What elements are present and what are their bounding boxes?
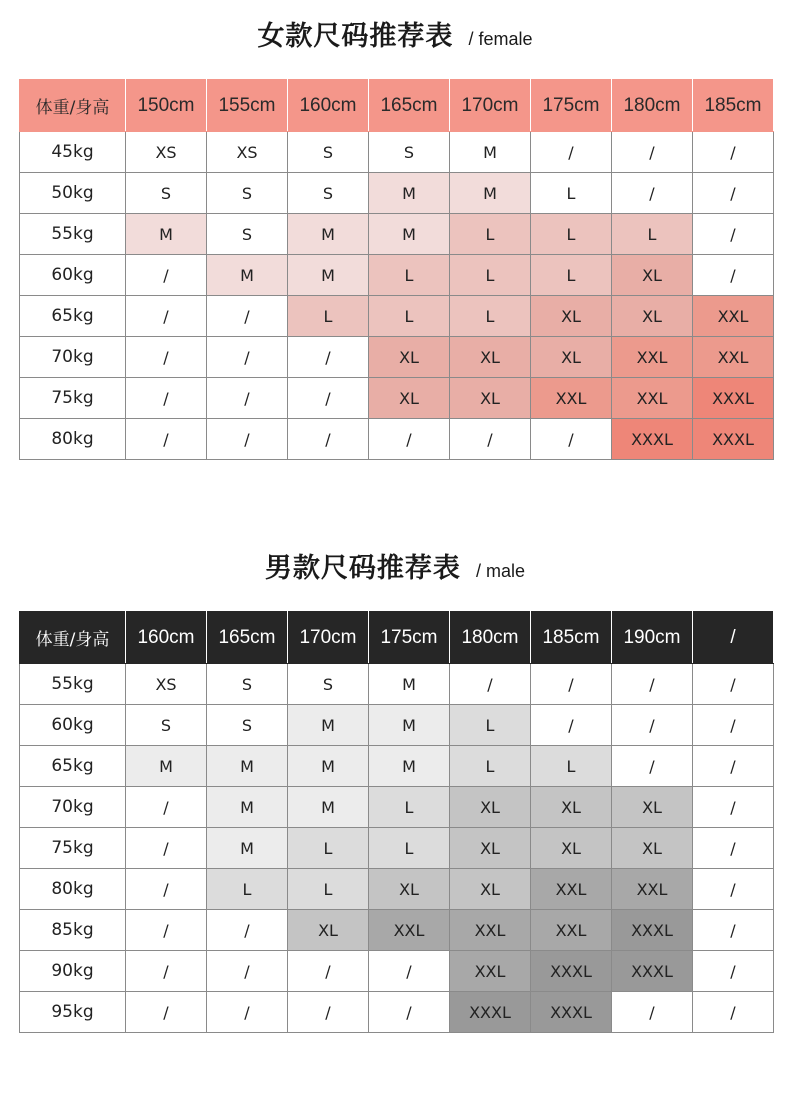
size-cell: / bbox=[207, 337, 288, 378]
size-cell: XL bbox=[450, 378, 531, 419]
table-row bbox=[20, 746, 774, 787]
size-cell: M bbox=[207, 255, 288, 296]
size-cell: XXXL bbox=[693, 419, 774, 460]
size-cell: S bbox=[207, 214, 288, 255]
size-cell: / bbox=[693, 869, 774, 910]
size-cell: XXL bbox=[612, 378, 693, 419]
height-header-cell: 180cm bbox=[450, 612, 531, 664]
size-cell: XL bbox=[531, 296, 612, 337]
table-row bbox=[20, 132, 774, 173]
size-cell: / bbox=[369, 419, 450, 460]
table-row bbox=[20, 664, 774, 705]
size-cell: S bbox=[288, 664, 369, 705]
size-cell: / bbox=[126, 378, 207, 419]
corner-header-cell: 体重/身高 bbox=[20, 80, 126, 132]
size-cell: / bbox=[126, 869, 207, 910]
size-cell: L bbox=[531, 214, 612, 255]
table-row bbox=[20, 787, 774, 828]
size-cell: L bbox=[450, 746, 531, 787]
size-cell: L bbox=[531, 746, 612, 787]
weight-cell: 60kg bbox=[20, 255, 126, 296]
size-cell: / bbox=[288, 337, 369, 378]
table-row bbox=[20, 705, 774, 746]
size-cell: L bbox=[450, 705, 531, 746]
size-cell: M bbox=[288, 746, 369, 787]
size-cell: / bbox=[369, 992, 450, 1033]
size-cell: M bbox=[450, 132, 531, 173]
size-cell: / bbox=[126, 296, 207, 337]
size-cell: / bbox=[693, 992, 774, 1033]
size-cell: / bbox=[126, 255, 207, 296]
corner-header-cell: 体重/身高 bbox=[20, 612, 126, 664]
size-cell: M bbox=[207, 787, 288, 828]
size-cell: XXXL bbox=[612, 910, 693, 951]
size-cell: XXL bbox=[612, 337, 693, 378]
size-cell: L bbox=[288, 828, 369, 869]
size-cell: M bbox=[288, 214, 369, 255]
table-row bbox=[20, 173, 774, 214]
size-cell: XL bbox=[369, 337, 450, 378]
size-cell: / bbox=[531, 419, 612, 460]
size-cell: / bbox=[612, 746, 693, 787]
size-cell: XL bbox=[612, 787, 693, 828]
size-cell: / bbox=[531, 705, 612, 746]
size-cell: XXXL bbox=[531, 951, 612, 992]
size-cell: / bbox=[612, 173, 693, 214]
size-cell: S bbox=[207, 664, 288, 705]
weight-cell: 75kg bbox=[20, 828, 126, 869]
height-header-cell: 190cm bbox=[612, 612, 693, 664]
height-header-cell: 160cm bbox=[288, 80, 369, 132]
table-row bbox=[20, 378, 774, 419]
header-row bbox=[20, 612, 774, 664]
male-title-text: 男款尺码推荐表 bbox=[264, 553, 461, 584]
weight-cell: 45kg bbox=[20, 132, 126, 173]
weight-cell: 60kg bbox=[20, 705, 126, 746]
male-size-table bbox=[19, 611, 774, 1033]
size-cell: / bbox=[288, 951, 369, 992]
size-cell: / bbox=[693, 910, 774, 951]
height-header-cell: 175cm bbox=[369, 612, 450, 664]
size-cell: / bbox=[126, 828, 207, 869]
size-cell: / bbox=[693, 705, 774, 746]
size-cell: / bbox=[126, 419, 207, 460]
size-cell: XXL bbox=[450, 951, 531, 992]
size-cell: L bbox=[369, 787, 450, 828]
size-cell: XXXL bbox=[612, 419, 693, 460]
size-cell: / bbox=[693, 746, 774, 787]
weight-cell: 50kg bbox=[20, 173, 126, 214]
height-header-cell: 165cm bbox=[207, 612, 288, 664]
size-cell: XL bbox=[531, 828, 612, 869]
size-cell: / bbox=[369, 951, 450, 992]
size-cell: XL bbox=[288, 910, 369, 951]
size-cell: / bbox=[207, 992, 288, 1033]
size-cell: XXXL bbox=[693, 378, 774, 419]
size-cell: / bbox=[288, 992, 369, 1033]
size-cell: / bbox=[126, 787, 207, 828]
size-cell: / bbox=[288, 419, 369, 460]
size-cell: XL bbox=[531, 787, 612, 828]
table-row bbox=[20, 255, 774, 296]
size-cell: L bbox=[369, 296, 450, 337]
size-cell: / bbox=[126, 992, 207, 1033]
size-cell: / bbox=[450, 664, 531, 705]
size-cell: S bbox=[126, 173, 207, 214]
weight-cell: 65kg bbox=[20, 296, 126, 337]
size-cell: XXL bbox=[369, 910, 450, 951]
size-cell: M bbox=[369, 705, 450, 746]
size-cell: L bbox=[531, 173, 612, 214]
size-cell: XXXL bbox=[612, 951, 693, 992]
size-cell: S bbox=[369, 132, 450, 173]
height-header-cell: 185cm bbox=[693, 80, 774, 132]
size-cell: S bbox=[207, 173, 288, 214]
size-cell: / bbox=[288, 378, 369, 419]
size-cell: / bbox=[612, 132, 693, 173]
size-cell: / bbox=[450, 419, 531, 460]
table-row bbox=[20, 910, 774, 951]
size-cell: XS bbox=[126, 664, 207, 705]
table-row bbox=[20, 869, 774, 910]
table-row bbox=[20, 337, 774, 378]
size-cell: M bbox=[288, 705, 369, 746]
size-cell: L bbox=[531, 255, 612, 296]
height-header-cell: 185cm bbox=[531, 612, 612, 664]
size-cell: / bbox=[207, 951, 288, 992]
size-cell: L bbox=[288, 296, 369, 337]
size-cell: M bbox=[288, 255, 369, 296]
size-cell: M bbox=[207, 828, 288, 869]
weight-cell: 85kg bbox=[20, 910, 126, 951]
size-cell: XL bbox=[450, 869, 531, 910]
table-row bbox=[20, 992, 774, 1033]
size-cell: L bbox=[369, 828, 450, 869]
weight-cell: 70kg bbox=[20, 787, 126, 828]
size-cell: L bbox=[450, 255, 531, 296]
size-cell: XXL bbox=[612, 869, 693, 910]
size-cell: XL bbox=[450, 337, 531, 378]
weight-cell: 75kg bbox=[20, 378, 126, 419]
size-cell: L bbox=[288, 869, 369, 910]
size-cell: XL bbox=[531, 337, 612, 378]
size-cell: XXL bbox=[531, 378, 612, 419]
size-cell: XL bbox=[612, 296, 693, 337]
weight-cell: 90kg bbox=[20, 951, 126, 992]
size-cell: S bbox=[288, 132, 369, 173]
weight-cell: 80kg bbox=[20, 419, 126, 460]
size-cell: M bbox=[126, 214, 207, 255]
size-cell: / bbox=[207, 419, 288, 460]
size-cell: / bbox=[693, 173, 774, 214]
size-cell: XXL bbox=[693, 337, 774, 378]
size-cell: XS bbox=[207, 132, 288, 173]
header-row bbox=[20, 80, 774, 132]
size-cell: / bbox=[693, 255, 774, 296]
size-cell: / bbox=[207, 910, 288, 951]
size-cell: / bbox=[126, 951, 207, 992]
male-subtitle-text: / male bbox=[476, 561, 526, 581]
weight-cell: 55kg bbox=[20, 214, 126, 255]
size-cell: / bbox=[126, 910, 207, 951]
size-cell: M bbox=[369, 173, 450, 214]
height-header-cell: 170cm bbox=[450, 80, 531, 132]
weight-cell: 70kg bbox=[20, 337, 126, 378]
size-cell: XXL bbox=[450, 910, 531, 951]
size-cell: / bbox=[693, 787, 774, 828]
size-cell: XL bbox=[450, 787, 531, 828]
size-cell: XL bbox=[450, 828, 531, 869]
size-cell: L bbox=[207, 869, 288, 910]
size-cell: XL bbox=[369, 378, 450, 419]
size-cell: XS bbox=[126, 132, 207, 173]
size-cell: M bbox=[369, 664, 450, 705]
size-cell: L bbox=[612, 214, 693, 255]
size-cell: M bbox=[207, 746, 288, 787]
female-size-table bbox=[19, 79, 774, 460]
female-table-title bbox=[0, 14, 790, 53]
height-header-cell: 180cm bbox=[612, 80, 693, 132]
size-cell: M bbox=[288, 787, 369, 828]
size-cell: / bbox=[693, 828, 774, 869]
size-cell: / bbox=[612, 664, 693, 705]
height-header-cell: 170cm bbox=[288, 612, 369, 664]
height-header-cell: 150cm bbox=[126, 80, 207, 132]
size-cell: / bbox=[693, 132, 774, 173]
size-cell: XXL bbox=[693, 296, 774, 337]
size-cell: L bbox=[450, 214, 531, 255]
weight-cell: 80kg bbox=[20, 869, 126, 910]
weight-cell: 65kg bbox=[20, 746, 126, 787]
size-cell: / bbox=[612, 705, 693, 746]
size-cell: L bbox=[450, 296, 531, 337]
size-cell: L bbox=[369, 255, 450, 296]
size-cell: / bbox=[126, 337, 207, 378]
size-cell: XXXL bbox=[531, 992, 612, 1033]
height-header-cell: / bbox=[693, 612, 774, 664]
size-cell: XL bbox=[369, 869, 450, 910]
size-cell: S bbox=[288, 173, 369, 214]
size-cell: M bbox=[369, 746, 450, 787]
table-row bbox=[20, 828, 774, 869]
table-row bbox=[20, 214, 774, 255]
height-header-cell: 175cm bbox=[531, 80, 612, 132]
size-cell: / bbox=[207, 378, 288, 419]
table-row bbox=[20, 296, 774, 337]
size-cell: / bbox=[531, 664, 612, 705]
female-subtitle-text: / female bbox=[468, 29, 533, 49]
size-cell: / bbox=[531, 132, 612, 173]
size-cell: XL bbox=[612, 828, 693, 869]
height-header-cell: 160cm bbox=[126, 612, 207, 664]
size-cell: / bbox=[612, 992, 693, 1033]
height-header-cell: 165cm bbox=[369, 80, 450, 132]
table-row bbox=[20, 419, 774, 460]
size-cell: M bbox=[126, 746, 207, 787]
height-header-cell: 155cm bbox=[207, 80, 288, 132]
size-cell: XL bbox=[612, 255, 693, 296]
size-cell: XXL bbox=[531, 869, 612, 910]
size-cell: / bbox=[207, 296, 288, 337]
size-cell: / bbox=[693, 664, 774, 705]
size-cell: / bbox=[693, 214, 774, 255]
table-row bbox=[20, 951, 774, 992]
size-cell: XXXL bbox=[450, 992, 531, 1033]
weight-cell: 95kg bbox=[20, 992, 126, 1033]
size-cell: M bbox=[450, 173, 531, 214]
weight-cell: 55kg bbox=[20, 664, 126, 705]
size-cell: S bbox=[126, 705, 207, 746]
size-cell: M bbox=[369, 214, 450, 255]
size-cell: / bbox=[693, 951, 774, 992]
size-cell: S bbox=[207, 705, 288, 746]
male-table-title bbox=[0, 546, 790, 585]
female-title-text: 女款尺码推荐表 bbox=[257, 21, 454, 52]
size-cell: XXL bbox=[531, 910, 612, 951]
